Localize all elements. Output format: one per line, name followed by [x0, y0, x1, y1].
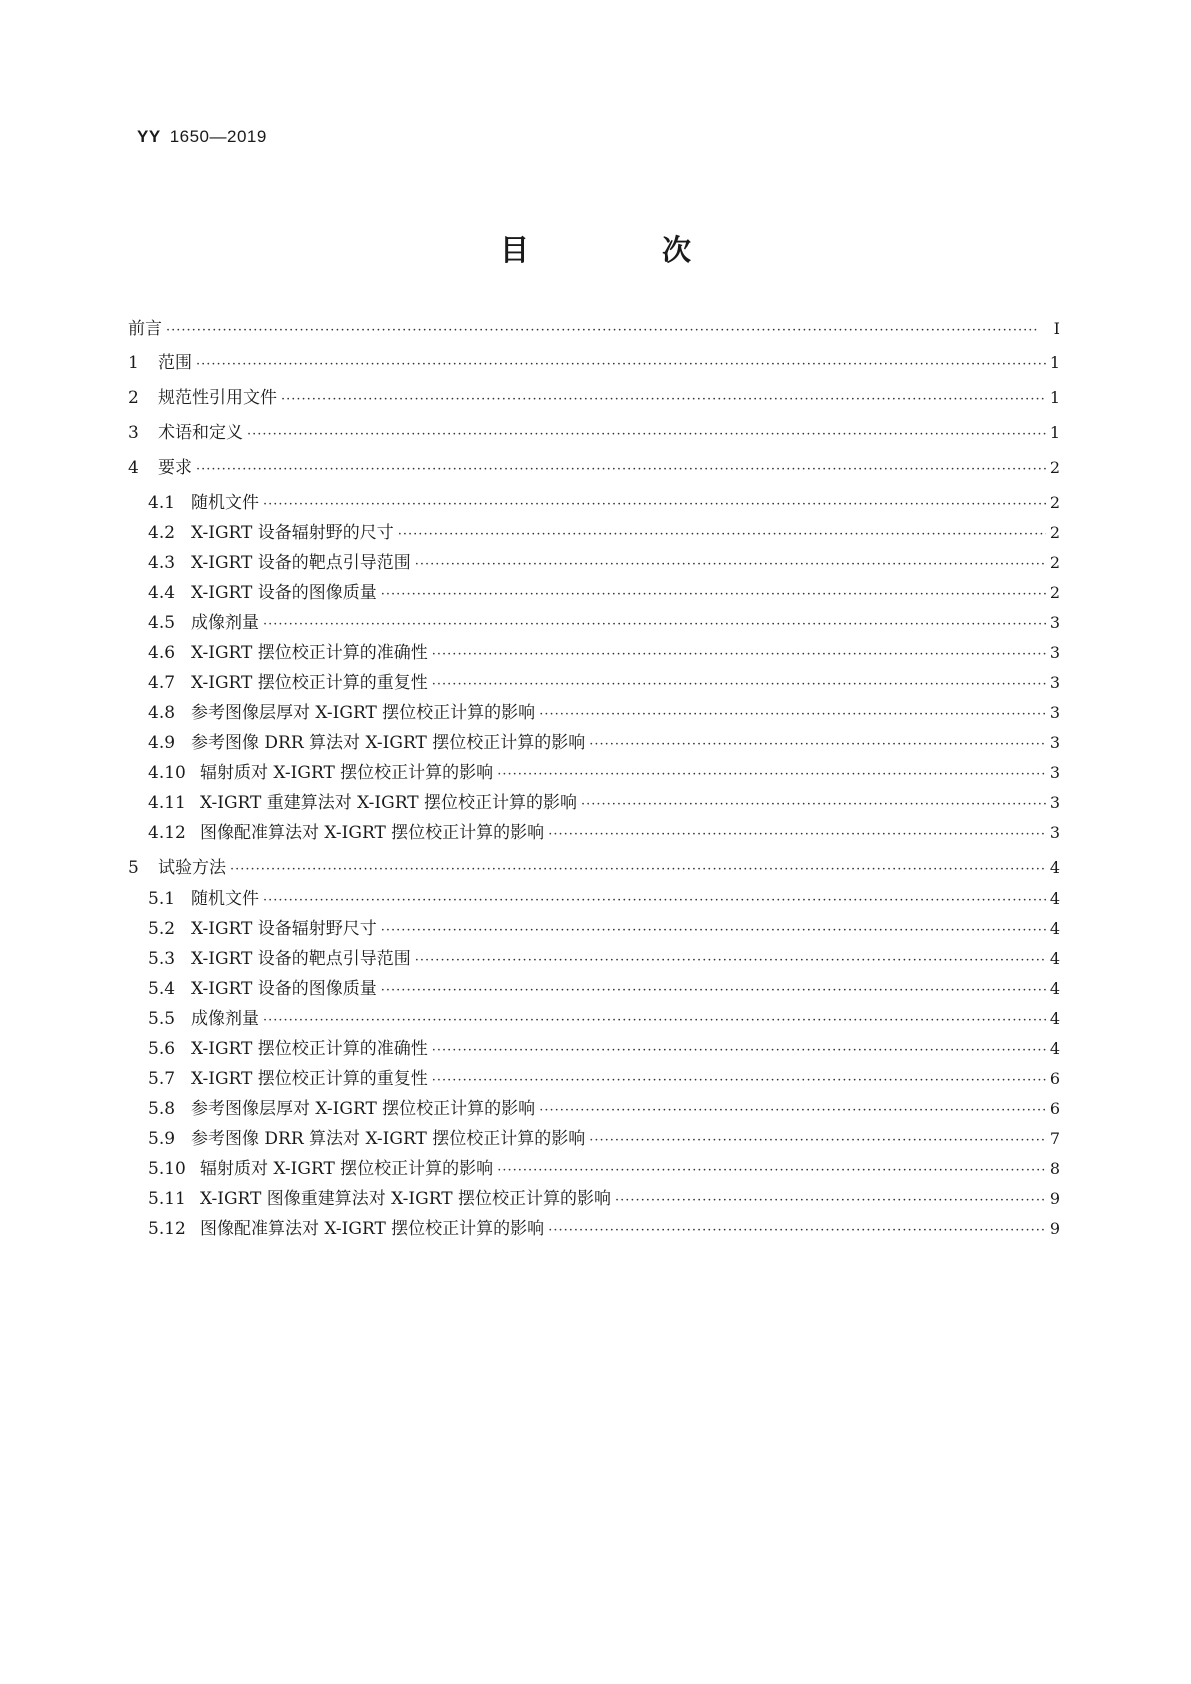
toc-leader-dots	[166, 320, 1046, 342]
toc-entry-page: 3	[1049, 823, 1060, 842]
toc-entry[interactable]	[148, 1068, 1060, 1092]
toc-entry-number: 5.12	[148, 1219, 186, 1239]
toc-entry-page: 1	[1049, 353, 1060, 372]
toc-leader-dots	[432, 674, 1046, 696]
toc-entry-page: 1	[1049, 388, 1060, 407]
toc-entry-page: 3	[1049, 793, 1060, 812]
toc-leader-dots	[432, 644, 1046, 666]
toc-entry-label: 规范性引用文件	[158, 388, 277, 408]
toc-entry-number: 4.1	[148, 493, 176, 513]
toc-entry-number: 4.12	[148, 823, 186, 843]
toc-leader-dots	[263, 614, 1046, 636]
toc-entry-number: 5.6	[148, 1039, 176, 1059]
toc-leader-dots	[381, 584, 1046, 606]
toc-entry-page: 3	[1049, 643, 1060, 662]
toc-entry-page: 7	[1049, 1129, 1060, 1148]
toc-entry-label: 试验方法	[158, 858, 226, 878]
toc-entry[interactable]	[148, 948, 1060, 972]
toc-entry-number: 4.4	[148, 583, 176, 603]
toc-entry-label: X-IGRT 设备的靶点引导范围	[191, 553, 411, 573]
toc-entry-page: 4	[1049, 1039, 1060, 1058]
toc-entry-page: 9	[1049, 1219, 1060, 1238]
toc-entry-page: 6	[1049, 1069, 1060, 1088]
toc-entry[interactable]	[148, 888, 1060, 912]
toc-leader-dots	[581, 794, 1046, 816]
toc-leader-dots	[398, 524, 1046, 546]
toc-entry-number: 4.5	[148, 613, 176, 633]
toc-leader-dots	[548, 1220, 1046, 1242]
toc-entry-number: 5.7	[148, 1069, 176, 1089]
toc-entry-label: 图像配准算法对 X-IGRT 摆位校正计算的影响	[200, 823, 545, 843]
toc-entry[interactable]	[148, 1098, 1060, 1122]
toc-entry-label: X-IGRT 设备的靶点引导范围	[191, 949, 411, 969]
toc-entry-number: 5.4	[148, 979, 176, 999]
toc-leader-dots	[548, 824, 1046, 846]
toc-entry-label: 成像剂量	[191, 1009, 259, 1029]
toc-entry-number: 5.10	[148, 1159, 186, 1179]
toc-leader-dots	[415, 554, 1046, 576]
toc-leader-dots	[589, 734, 1046, 756]
toc-entry[interactable]	[148, 792, 1060, 816]
toc-entry[interactable]	[148, 978, 1060, 1002]
toc-leader-dots	[497, 764, 1046, 786]
toc-entry[interactable]	[128, 422, 1060, 446]
toc-entry-number: 5	[128, 858, 139, 878]
toc-entry-page: 4	[1049, 949, 1060, 968]
toc-entry-page: 1	[1049, 423, 1060, 442]
toc-entry-label: X-IGRT 摆位校正计算的重复性	[191, 673, 428, 693]
toc-entry-page: Ⅰ	[1053, 319, 1060, 338]
toc-entry-label: X-IGRT 设备辐射野尺寸	[191, 919, 377, 939]
toc-entry-label: 辐射质对 X-IGRT 摆位校正计算的影响	[200, 763, 494, 783]
toc-leader-dots	[196, 354, 1046, 376]
toc-entry-page: 8	[1049, 1159, 1060, 1178]
toc-entry[interactable]	[148, 552, 1060, 576]
toc-leader-dots	[247, 424, 1046, 446]
toc-entry-number: 5.5	[148, 1009, 176, 1029]
toc-entry-label: 参考图像 DRR 算法对 X-IGRT 摆位校正计算的影响	[191, 733, 586, 753]
standard-number: 1650—2019	[169, 127, 267, 146]
toc-entry-number: 5.3	[148, 949, 176, 969]
toc-entry[interactable]	[148, 582, 1060, 606]
toc-entry[interactable]	[148, 1218, 1060, 1242]
toc-entry-number: 5.8	[148, 1099, 176, 1119]
toc-entry-number: 4.11	[148, 793, 186, 813]
toc-entry-page: 4	[1049, 979, 1060, 998]
toc-leader-dots	[263, 1010, 1046, 1032]
toc-entry-page: 2	[1049, 493, 1060, 512]
toc-leader-dots	[432, 1040, 1046, 1062]
toc-entry-page: 3	[1049, 703, 1060, 722]
toc-entry[interactable]	[148, 642, 1060, 666]
toc-entry-number: 2	[128, 388, 139, 408]
toc-entry-label: X-IGRT 设备的图像质量	[191, 583, 377, 603]
toc-entry-number: 5.11	[148, 1189, 186, 1209]
toc-leader-dots	[415, 950, 1046, 972]
toc-entry-label: 图像配准算法对 X-IGRT 摆位校正计算的影响	[200, 1219, 545, 1239]
toc-entry-label: X-IGRT 设备的图像质量	[191, 979, 377, 999]
toc-entry-page: 4	[1049, 858, 1060, 877]
toc-entry-number: 4.2	[148, 523, 176, 543]
toc-leader-dots	[539, 1100, 1046, 1122]
toc-entry-page: 4	[1049, 889, 1060, 908]
toc-entry-number: 4.7	[148, 673, 176, 693]
toc-entry-label: X-IGRT 摆位校正计算的重复性	[191, 1069, 428, 1089]
toc-entry-label: 范围	[158, 353, 192, 373]
toc-entry-number: 5.9	[148, 1129, 176, 1149]
standard-prefix: YY	[137, 127, 161, 146]
toc-entry[interactable]	[128, 352, 1060, 376]
toc-entry-page: 2	[1049, 458, 1060, 477]
toc-entry[interactable]	[128, 318, 1060, 342]
toc-entry-label: 随机文件	[191, 493, 259, 513]
toc-entry-page: 2	[1049, 553, 1060, 572]
toc-entry-number: 3	[128, 423, 139, 443]
toc-leader-dots	[539, 704, 1046, 726]
toc-entry[interactable]	[148, 522, 1060, 546]
toc-entry-label: 要求	[158, 458, 192, 478]
toc-leader-dots	[615, 1190, 1046, 1212]
toc-entry[interactable]	[128, 387, 1060, 411]
toc-leader-dots	[432, 1070, 1046, 1092]
toc-entry-number: 5.2	[148, 919, 176, 939]
toc-entry-label: 术语和定义	[158, 423, 243, 443]
toc-leader-dots	[381, 920, 1046, 942]
page-title: 目 次	[499, 233, 743, 267]
toc-entry-label: 随机文件	[191, 889, 259, 909]
toc-leader-dots	[281, 389, 1046, 411]
toc-leader-dots	[230, 859, 1046, 881]
toc-entry-page: 3	[1049, 613, 1060, 632]
toc-entry-number: 4.3	[148, 553, 176, 573]
toc-entry-number: 4.6	[148, 643, 176, 663]
toc-entry-label: X-IGRT 摆位校正计算的准确性	[191, 1039, 428, 1059]
toc-entry-number: 4	[128, 458, 139, 478]
toc-entry-label: X-IGRT 摆位校正计算的准确性	[191, 643, 428, 663]
toc-entry-label: X-IGRT 重建算法对 X-IGRT 摆位校正计算的影响	[200, 793, 577, 813]
toc-entry[interactable]	[148, 762, 1060, 786]
toc-entry-page: 2	[1049, 583, 1060, 602]
toc-entry[interactable]	[148, 1038, 1060, 1062]
toc-entry[interactable]	[128, 857, 1060, 881]
toc-entry-page: 4	[1049, 1009, 1060, 1028]
toc-entry-label: X-IGRT 设备辐射野的尺寸	[191, 523, 394, 543]
toc-entry[interactable]	[148, 612, 1060, 636]
toc-entry-label: 前言	[128, 319, 162, 339]
toc-entry[interactable]	[148, 1158, 1060, 1182]
toc-entry[interactable]	[148, 492, 1060, 516]
toc-leader-dots	[589, 1130, 1046, 1152]
toc-entry-page: 4	[1049, 919, 1060, 938]
toc-entry-number: 4.10	[148, 763, 186, 783]
toc-entry-number: 1	[128, 353, 139, 373]
toc-entry[interactable]	[148, 702, 1060, 726]
toc-entry-label: 参考图像层厚对 X-IGRT 摆位校正计算的影响	[191, 1099, 536, 1119]
toc-entry-page: 6	[1049, 1099, 1060, 1118]
toc-entry-number: 4.9	[148, 733, 176, 753]
toc-entry-page: 3	[1049, 673, 1060, 692]
toc-entry-page: 3	[1049, 763, 1060, 782]
toc-entry[interactable]	[148, 918, 1060, 942]
toc-leader-dots	[497, 1160, 1046, 1182]
toc-entry-label: 辐射质对 X-IGRT 摆位校正计算的影响	[200, 1159, 494, 1179]
toc-entry[interactable]	[148, 1008, 1060, 1032]
toc-entry-number: 4.8	[148, 703, 176, 723]
toc-entry-page: 9	[1049, 1189, 1060, 1208]
toc-entry[interactable]	[148, 1188, 1060, 1212]
toc-entry-label: 参考图像 DRR 算法对 X-IGRT 摆位校正计算的影响	[191, 1129, 586, 1149]
toc-leader-dots	[263, 494, 1046, 516]
toc-entry[interactable]	[148, 822, 1060, 846]
toc-entry-number: 5.1	[148, 889, 176, 909]
toc-entry-label: X-IGRT 图像重建算法对 X-IGRT 摆位校正计算的影响	[200, 1189, 611, 1209]
toc-leader-dots	[263, 890, 1046, 912]
toc-entry[interactable]	[148, 732, 1060, 756]
toc-entry-label: 成像剂量	[191, 613, 259, 633]
toc-entry-label: 参考图像层厚对 X-IGRT 摆位校正计算的影响	[191, 703, 536, 723]
toc-leader-dots	[381, 980, 1046, 1002]
toc-entry-page: 3	[1049, 733, 1060, 752]
standard-code	[137, 127, 267, 147]
toc-entry[interactable]	[148, 672, 1060, 696]
toc-entry[interactable]	[128, 457, 1060, 481]
toc-entry[interactable]	[148, 1128, 1060, 1152]
toc-entry-page: 2	[1049, 523, 1060, 542]
toc-leader-dots	[196, 459, 1046, 481]
